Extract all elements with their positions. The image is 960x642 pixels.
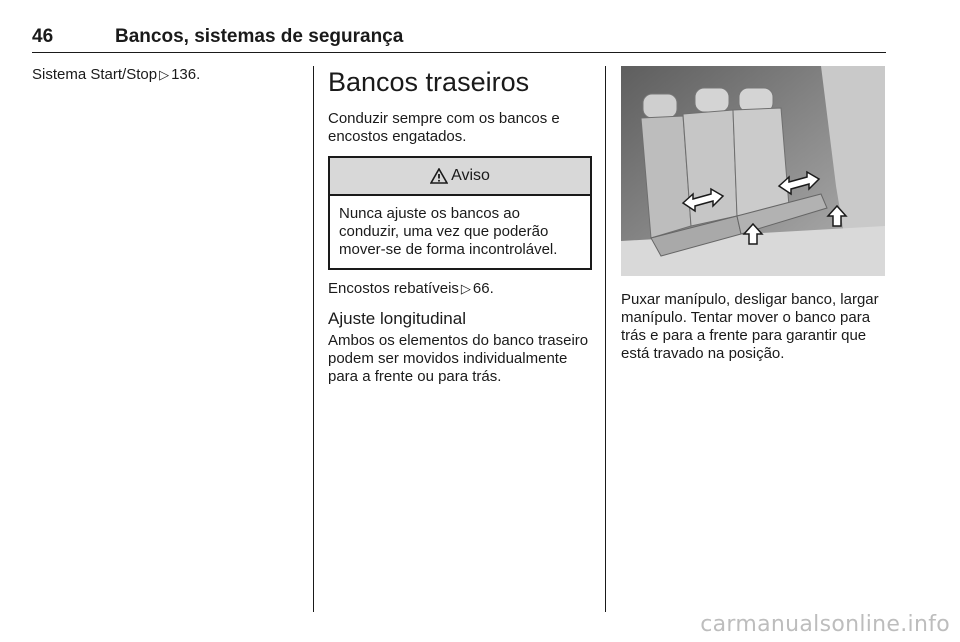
warning-body xyxy=(330,196,590,268)
right-column xyxy=(621,291,891,363)
rear-seat-photo xyxy=(621,66,885,276)
middle-column xyxy=(328,66,594,386)
column-divider-right xyxy=(605,66,606,612)
subheading: Ajuste longitudinal xyxy=(328,309,466,328)
section-title: Bancos, sistemas de segurança xyxy=(115,26,404,47)
folding-ref-page: 66. xyxy=(472,280,494,297)
page-header xyxy=(32,26,886,53)
intro-text: Conduzir sempre com os bancos e encostos engatados. xyxy=(328,110,560,145)
warning-icon xyxy=(430,168,448,184)
image-caption: Puxar manípulo, desligar banco, largar manípulo. Tentar mover o banco para trás e para a frente para garantir que está travado na posição. xyxy=(621,291,879,362)
reference-page: 136. xyxy=(171,66,201,83)
adjustment-paragraph: Ambos os elementos do banco traseiro podem ser movidos individualmente para a frente ou para trás. xyxy=(328,332,589,385)
warning-label: Aviso xyxy=(451,167,490,184)
page-reference-icon: ▷ xyxy=(460,281,471,296)
page-title: Bancos traseiros xyxy=(328,67,530,97)
warning-header xyxy=(330,158,590,196)
folding-ref-text: Encostos rebatíveis xyxy=(328,280,459,297)
column-divider-left xyxy=(313,66,314,612)
reference-text: Sistema Start/Stop xyxy=(32,66,158,83)
left-column xyxy=(32,66,302,84)
watermark: carmanualsonline.info xyxy=(700,612,950,637)
start-stop-reference xyxy=(32,66,302,84)
warning-text: Nunca ajuste os bancos ao conduzir, uma vez que poderão mover-se de forma incontrolável. xyxy=(339,205,558,258)
warning-box xyxy=(328,156,592,270)
rear-seat-illustration xyxy=(621,66,885,276)
page-number: 46 xyxy=(32,26,54,47)
folding-backrest-reference xyxy=(328,280,594,298)
page-reference-icon: ▷ xyxy=(159,67,170,82)
